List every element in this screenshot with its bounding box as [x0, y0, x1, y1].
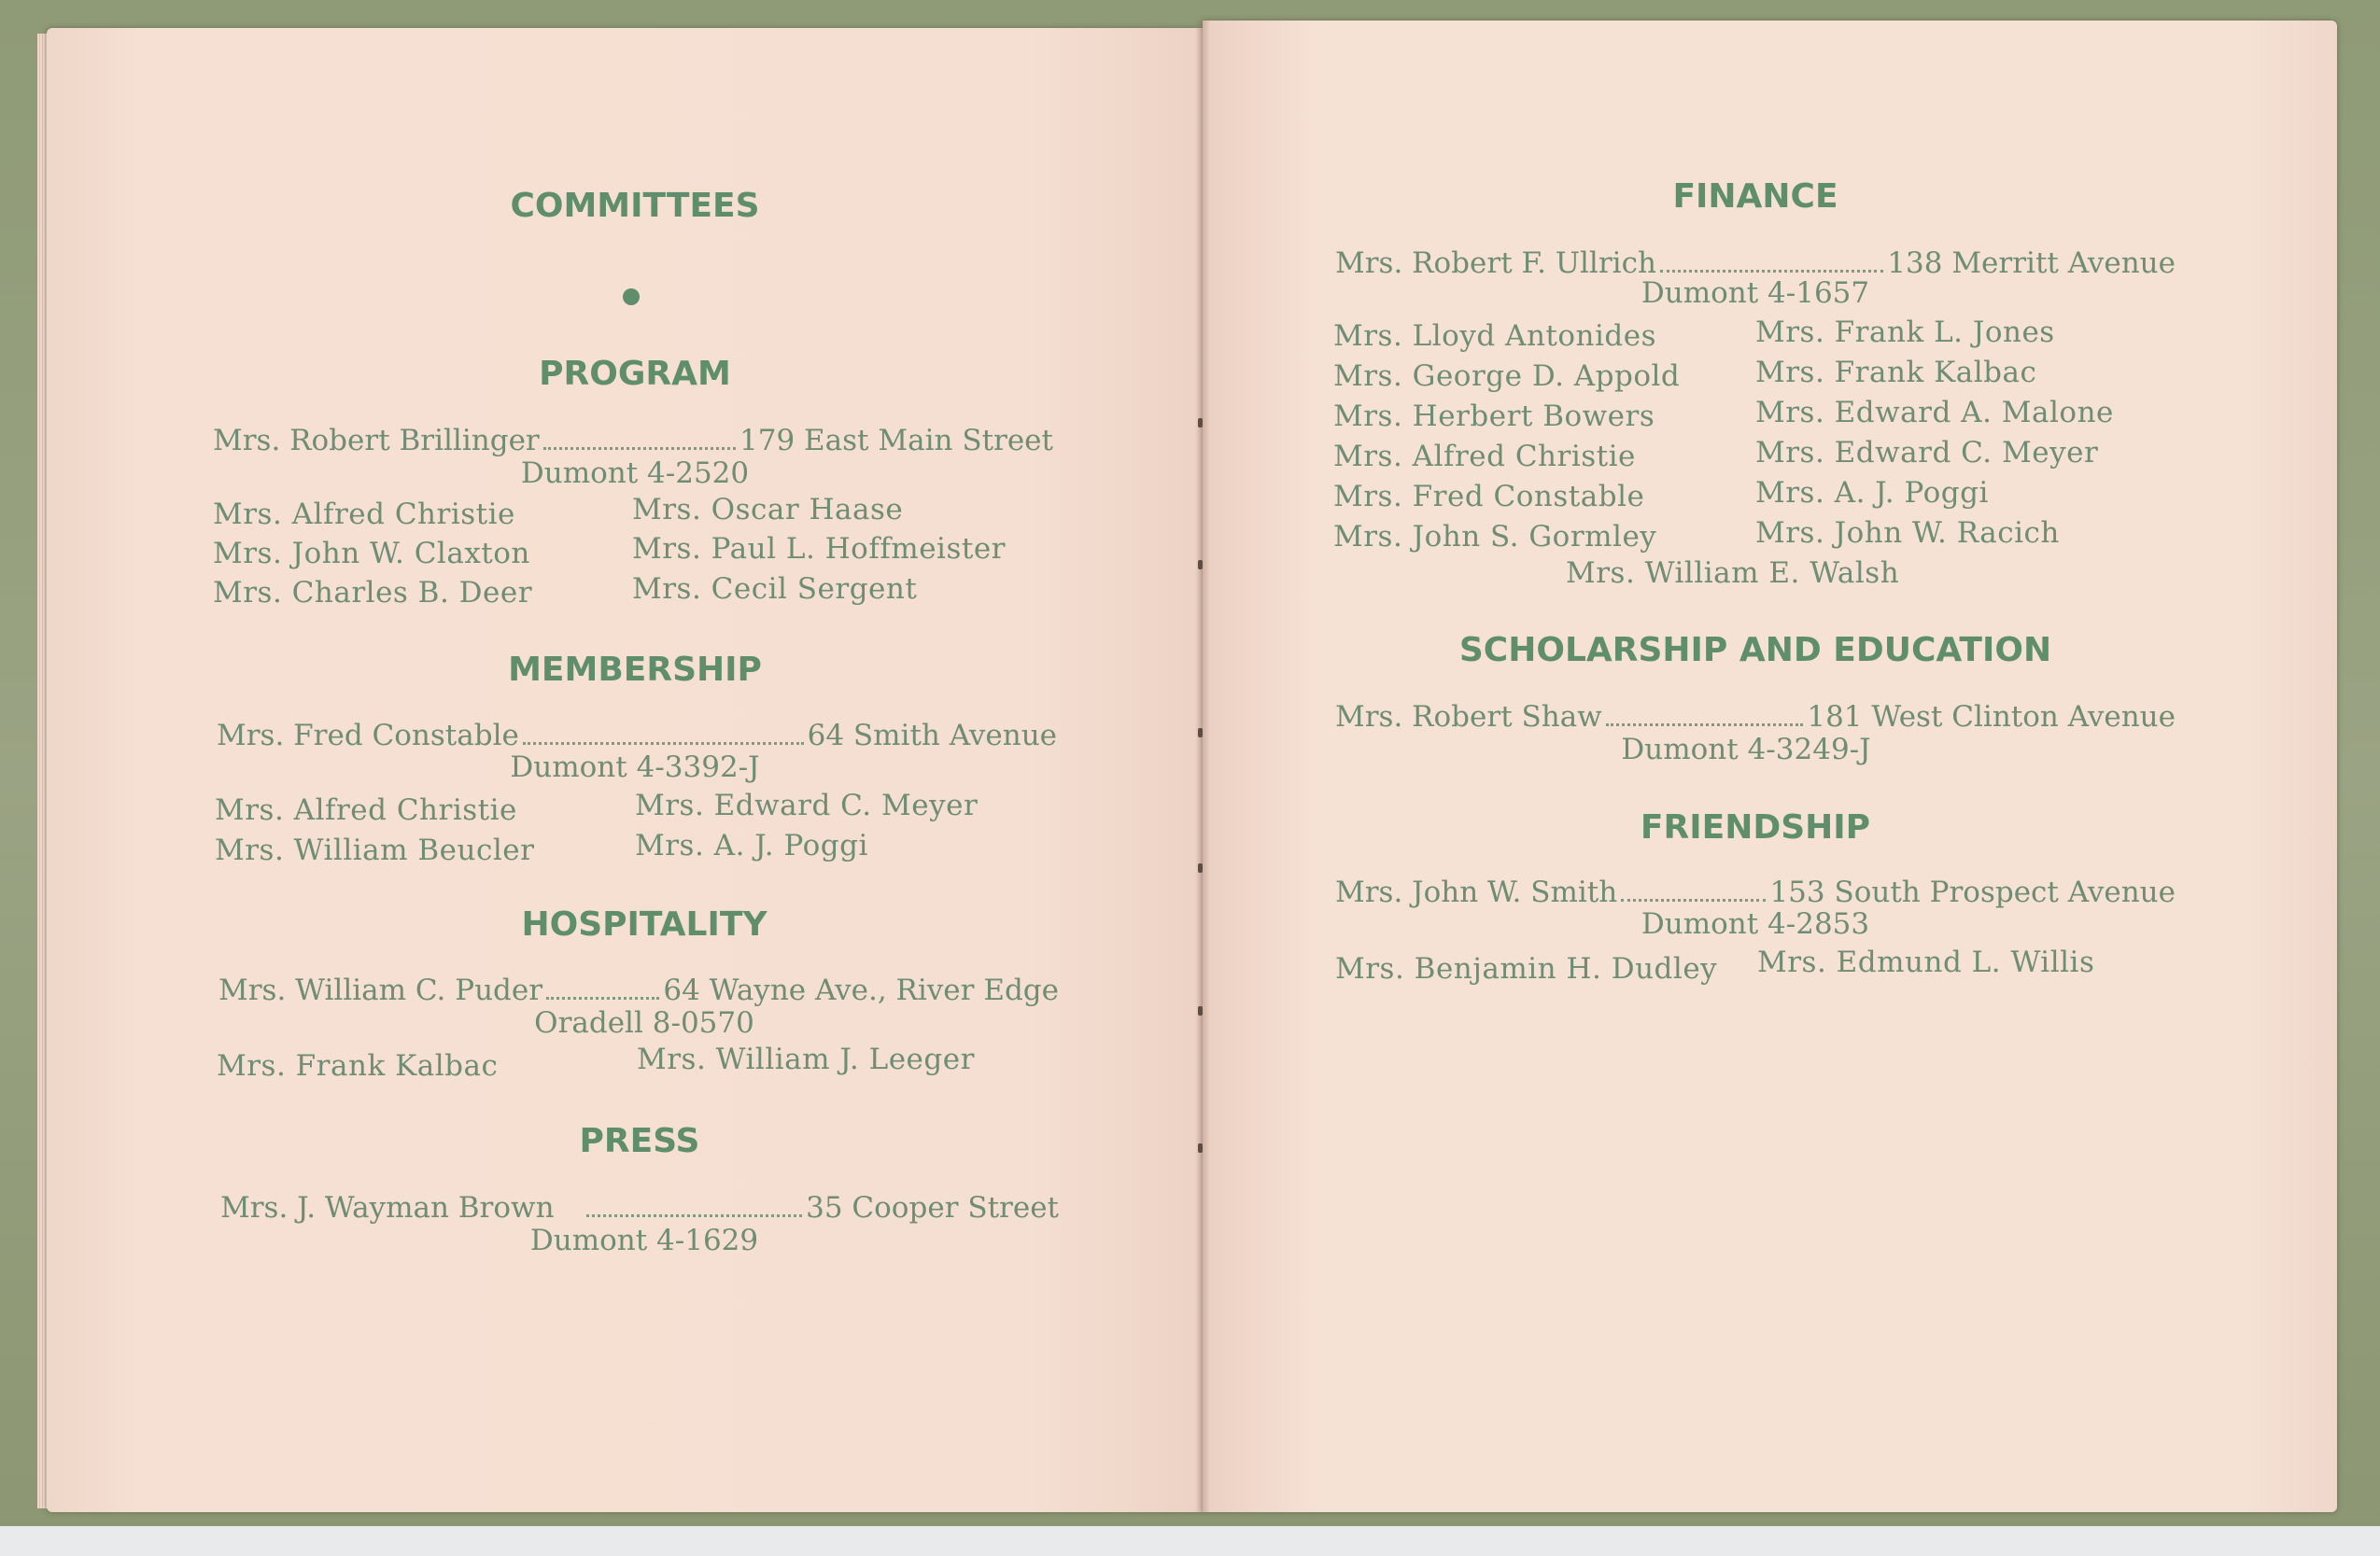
program-member: Mrs. John W. Claxton	[213, 537, 530, 570]
friendship-chair-address: 153 South Prospect Avenue	[1769, 876, 2176, 909]
finance-chair-name: Mrs. Robert F. Ullrich	[1335, 246, 1656, 280]
scholarship-chair-address: 181 West Clinton Avenue	[1807, 700, 2176, 734]
program-heading: PROGRAM	[539, 355, 731, 393]
leader-dots	[1606, 723, 1804, 726]
committees-title: COMMITTEES	[510, 187, 760, 225]
binding-stitch	[1198, 560, 1203, 569]
scan-bottom-margin	[0, 1526, 2380, 1556]
membership-member: Mrs. William Beucler	[215, 834, 535, 867]
finance-member: Mrs. John W. Racich	[1755, 516, 2060, 550]
finance-chair-phone: Dumont 4-1657	[1641, 276, 1870, 310]
title-bullet-ornament	[623, 288, 640, 305]
leader-dots	[1621, 899, 1766, 902]
finance-member: Mrs. William E. Walsh	[1566, 556, 1900, 590]
friendship-member: Mrs. Edmund L. Willis	[1757, 946, 2095, 979]
press-heading: PRESS	[579, 1122, 700, 1160]
friendship-heading: FRIENDSHIP	[1640, 808, 1871, 847]
membership-chair-phone: Dumont 4-3392-J	[510, 750, 760, 784]
friendship-chair-phone: Dumont 4-2853	[1641, 907, 1870, 941]
press-chair-address: 35 Cooper Street	[806, 1191, 1059, 1225]
program-member: Mrs. Alfred Christie	[213, 498, 515, 531]
binding-stitch	[1198, 1143, 1203, 1153]
friendship-chair-name: Mrs. John W. Smith	[1335, 876, 1618, 909]
leader-dots	[523, 742, 804, 745]
finance-member: Mrs. Frank L. Jones	[1755, 315, 2055, 349]
hospitality-chair-line	[218, 974, 1059, 1007]
binding-stitch	[1198, 863, 1203, 873]
scholarship-heading: SCHOLARSHIP AND EDUCATION	[1458, 631, 2052, 669]
press-chair-name: Mrs. J. Wayman Brown	[220, 1191, 555, 1225]
program-member: Mrs. Oscar Haase	[632, 493, 904, 526]
finance-member: Mrs. Alfred Christie	[1333, 440, 1636, 473]
leader-dots	[586, 1214, 803, 1217]
friendship-chair-line	[1335, 876, 2176, 909]
finance-chair-line	[1335, 246, 2176, 280]
finance-member: Mrs. Fred Constable	[1333, 480, 1645, 513]
program-chair-line	[213, 424, 1053, 457]
hospitality-chair-phone: Oradell 8-0570	[534, 1006, 754, 1040]
leader-dots	[1660, 270, 1883, 273]
book-spine	[1195, 21, 1210, 1512]
program-chair-name: Mrs. Robert Brillinger	[213, 424, 540, 457]
membership-heading: MEMBERSHIP	[508, 651, 762, 689]
membership-member: Mrs. Alfred Christie	[215, 793, 517, 827]
program-chair-phone: Dumont 4-2520	[520, 456, 750, 490]
binding-stitch	[1198, 728, 1203, 737]
finance-member: Mrs. Edward A. Malone	[1755, 396, 2114, 429]
friendship-member: Mrs. Benjamin H. Dudley	[1335, 952, 1718, 986]
finance-member: Mrs. John S. Gormley	[1333, 520, 1657, 554]
finance-member: Mrs. A. J. Poggi	[1755, 476, 1989, 510]
hospitality-heading: HOSPITALITY	[521, 905, 768, 944]
membership-member: Mrs. Edward C. Meyer	[635, 789, 979, 822]
finance-member: Mrs. Herbert Bowers	[1333, 400, 1655, 433]
hospitality-chair-name: Mrs. William C. Puder	[218, 974, 543, 1007]
binding-stitch	[1198, 1006, 1203, 1016]
finance-member: Mrs. Lloyd Antonides	[1333, 319, 1657, 353]
membership-chair-address: 64 Smith Avenue	[807, 719, 1057, 752]
scholarship-chair-name: Mrs. Robert Shaw	[1335, 700, 1602, 734]
program-member: Mrs. Paul L. Hoffmeister	[632, 532, 1006, 566]
press-chair-phone: Dumont 4-1629	[529, 1224, 759, 1257]
press-chair-line	[220, 1191, 1059, 1225]
scholarship-chair-line	[1335, 700, 2176, 734]
finance-member: Mrs. George D. Appold	[1333, 359, 1681, 393]
hospitality-member: Mrs. Frank Kalbac	[217, 1049, 499, 1083]
program-member: Mrs. Cecil Sergent	[632, 572, 918, 606]
finance-member: Mrs. Edward C. Meyer	[1755, 436, 2099, 470]
hospitality-chair-address: 64 Wayne Ave., River Edge	[663, 974, 1059, 1007]
finance-chair-address: 138 Merritt Avenue	[1887, 246, 2176, 280]
membership-chair-line	[217, 719, 1057, 752]
membership-member: Mrs. A. J. Poggi	[635, 829, 868, 862]
hospitality-member: Mrs. William J. Leeger	[637, 1043, 975, 1076]
scholarship-chair-phone: Dumont 4-3249-J	[1621, 733, 1871, 766]
right-page	[1203, 21, 2337, 1512]
program-chair-address: 179 East Main Street	[739, 424, 1053, 457]
binding-stitch	[1198, 418, 1203, 428]
finance-heading: FINANCE	[1672, 177, 1838, 216]
program-member: Mrs. Charles B. Deer	[213, 576, 533, 610]
membership-chair-name: Mrs. Fred Constable	[217, 719, 519, 752]
leader-dots	[543, 447, 736, 450]
finance-member: Mrs. Frank Kalbac	[1755, 356, 2037, 389]
leader-dots	[546, 997, 659, 1000]
